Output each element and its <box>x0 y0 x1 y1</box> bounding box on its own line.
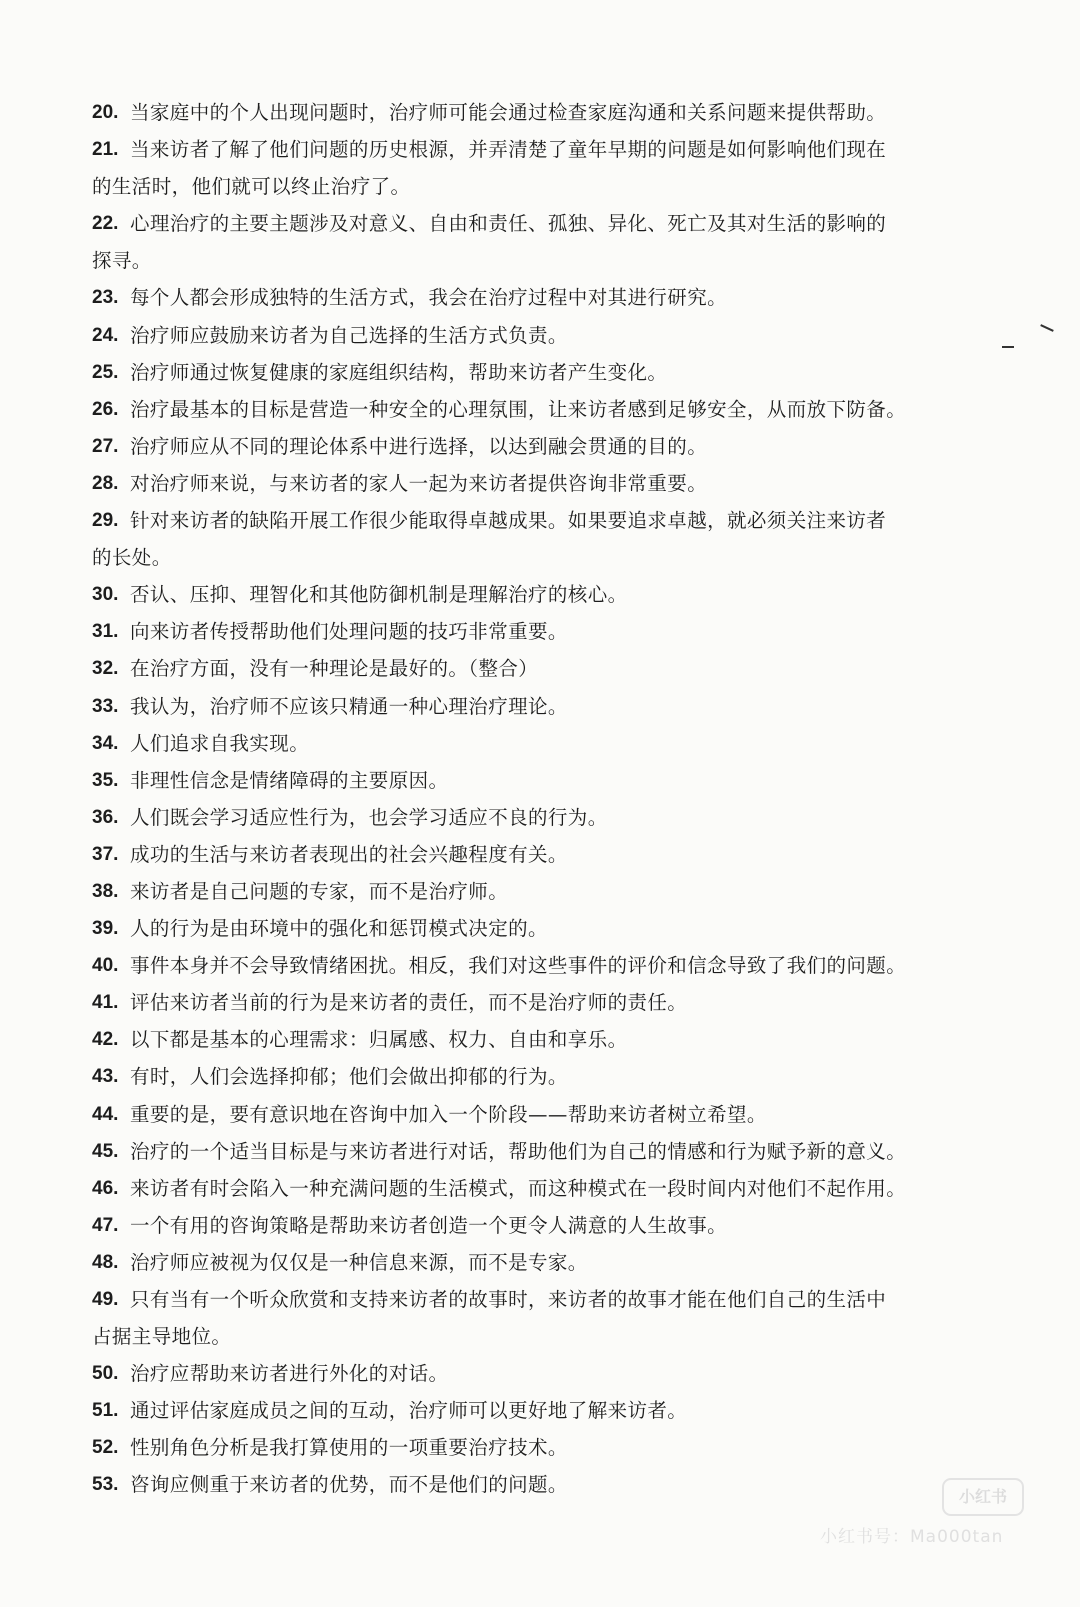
list-item <box>92 762 972 799</box>
item-number: 34. <box>92 732 119 754</box>
item-number: 30. <box>92 584 119 606</box>
item-number: 44. <box>92 1103 119 1125</box>
item-number: 40. <box>92 955 119 977</box>
item-number: 23. <box>92 287 119 309</box>
item-text <box>130 1429 972 1466</box>
item-line: 在治疗方面，没有一种理论是最好的。（整合） <box>130 657 539 681</box>
item-line: 对治疗师来说，与来访者的家人一起为来访者提供咨询非常重要。 <box>130 471 708 495</box>
item-number: 51. <box>92 1400 119 1422</box>
item-line: 只有当有一个听众欣赏和支持来访者的故事时，来访者的故事才能在他们自己的生活中 <box>130 1288 887 1311</box>
item-line: 每个人都会形成独特的生活方式，我会在治疗过程中对其进行研究。 <box>130 286 728 310</box>
list-item <box>92 688 972 725</box>
item-text <box>130 910 972 947</box>
list-item <box>92 1133 972 1170</box>
item-line: 治疗应帮助来访者进行外化的对话。 <box>130 1362 449 1386</box>
item-line: 否认、压抑、理智化和其他防御机制是理解治疗的核心。 <box>130 583 628 607</box>
item-text <box>130 279 972 316</box>
list-item <box>92 1355 972 1392</box>
list-item <box>92 391 972 428</box>
item-number: 25. <box>92 361 119 383</box>
item-text <box>130 836 972 873</box>
item-number: 35. <box>92 769 119 791</box>
list-item <box>92 205 972 279</box>
item-line: 评估来访者当前的行为是来访者的责任，而不是治疗师的责任。 <box>130 991 688 1015</box>
item-text <box>130 1058 972 1095</box>
item-text <box>130 1170 972 1207</box>
item-text <box>130 688 972 725</box>
list-item <box>92 1021 972 1058</box>
item-line: 成功的生活与来访者表现出的社会兴趣程度有关。 <box>130 842 568 866</box>
list-item <box>92 1170 972 1207</box>
item-number: 47. <box>92 1214 119 1236</box>
list-item <box>92 799 972 836</box>
item-text <box>130 873 972 910</box>
list-item <box>92 1096 972 1133</box>
item-text <box>130 1466 972 1503</box>
item-continuation-line: 探寻。 <box>92 249 152 273</box>
item-text <box>130 1207 972 1244</box>
item-line: 治疗师应从不同的理论体系中进行选择，以达到融会贯通的目的。 <box>130 434 708 458</box>
item-continuation-line: 的长处。 <box>92 546 172 570</box>
item-text <box>130 762 972 799</box>
item-text <box>130 1133 972 1170</box>
item-text <box>130 317 972 354</box>
item-number: 36. <box>92 806 119 828</box>
item-number: 22. <box>92 213 119 235</box>
item-text <box>130 613 972 650</box>
item-line: 当家庭中的个人出现问题时，治疗师可能会通过检查家庭沟通和关系问题来提供帮助。 <box>130 101 887 124</box>
item-line: 一个有用的咨询策略是帮助来访者创造一个更令人满意的人生故事。 <box>130 1213 728 1237</box>
list-item <box>92 947 972 984</box>
item-number: 32. <box>92 658 119 680</box>
item-line: 有时，人们会选择抑郁；他们会做出抑郁的行为。 <box>130 1065 568 1089</box>
item-line: 重要的是，要有意识地在咨询中加入一个阶段——帮助来访者树立希望。 <box>130 1102 767 1126</box>
item-text <box>130 984 972 1021</box>
list-item <box>92 1244 972 1281</box>
item-number: 39. <box>92 918 119 940</box>
list-item <box>92 354 972 391</box>
item-text <box>130 1096 972 1133</box>
list-item <box>92 279 972 316</box>
item-line: 当来访者了解了他们问题的历史根源，并弄清楚了童年早期的问题是如何影响他们现在 <box>130 138 887 162</box>
item-number: 45. <box>92 1140 119 1162</box>
item-text <box>130 354 972 391</box>
item-text <box>130 1392 972 1429</box>
list-item <box>92 1392 972 1429</box>
item-text <box>130 1021 972 1058</box>
list-item <box>92 910 972 947</box>
list-item <box>92 131 972 205</box>
item-text <box>130 725 972 762</box>
item-number: 24. <box>92 324 119 346</box>
questionnaire-list <box>92 94 972 1504</box>
item-number: 20. <box>92 102 119 123</box>
margin-mark <box>1040 324 1054 332</box>
item-number: 50. <box>92 1363 119 1385</box>
item-number: 37. <box>92 843 119 865</box>
item-number: 31. <box>92 621 119 643</box>
item-number: 21. <box>92 139 119 161</box>
list-item <box>92 1058 972 1095</box>
item-number: 43. <box>92 1066 119 1088</box>
item-text <box>130 391 972 428</box>
item-line: 事件本身并不会导致情绪困扰。相反，我们对这些事件的评价和信念导致了我们的问题。 <box>130 954 907 978</box>
item-line: 治疗的一个适当目标是与来访者进行对话，帮助他们为自己的情感和行为赋予新的意义。 <box>130 1139 907 1163</box>
item-line: 心理治疗的主要主题涉及对意义、自由和责任、孤独、异化、死亡及其对生活的影响的 <box>130 212 887 236</box>
list-item <box>92 725 972 762</box>
item-number: 26. <box>92 398 119 420</box>
item-text <box>130 1355 972 1392</box>
watermark-id: 小红书号：Ma000tan <box>820 1527 1004 1547</box>
item-number: 28. <box>92 472 119 494</box>
item-text <box>130 94 972 131</box>
item-number: 33. <box>92 695 119 717</box>
item-line: 非理性信念是情绪障碍的主要原因。 <box>130 768 449 792</box>
list-item <box>92 317 972 354</box>
item-number: 46. <box>92 1177 119 1199</box>
item-line: 以下都是基本的心理需求：归属感、权力、自由和享乐。 <box>130 1028 628 1052</box>
item-line: 人们既会学习适应性行为，也会学习适应不良的行为。 <box>130 805 608 829</box>
item-number: 27. <box>92 435 119 457</box>
item-text <box>130 465 972 502</box>
list-item <box>92 650 972 687</box>
item-number: 53. <box>92 1474 119 1496</box>
item-text <box>130 1244 972 1281</box>
item-line: 人们追求自我实现。 <box>130 731 310 755</box>
item-line: 来访者有时会陷入一种充满问题的生活模式，而这种模式在一段时间内对他们不起作用。 <box>130 1176 907 1200</box>
item-number: 49. <box>92 1289 119 1310</box>
list-item <box>92 1429 972 1466</box>
item-text <box>130 428 972 465</box>
item-line: 针对来访者的缺陷开展工作很少能取得卓越成果。如果要追求卓越，就必须关注来访者 <box>130 509 887 533</box>
item-line: 我认为，治疗师不应该只精通一种心理治疗理论。 <box>130 694 568 718</box>
item-number: 42. <box>92 1029 119 1051</box>
list-item <box>92 984 972 1021</box>
item-continuation-line: 占据主导地位。 <box>92 1325 232 1349</box>
watermark-logo: 小红书 <box>942 1478 1024 1516</box>
item-line: 性别角色分析是我打算使用的一项重要治疗技术。 <box>130 1436 568 1460</box>
item-continuation-line: 的生活时，他们就可以终止治疗了。 <box>92 175 411 199</box>
list-item <box>92 428 972 465</box>
item-line: 治疗师通过恢复健康的家庭组织结构，帮助来访者产生变化。 <box>130 360 668 384</box>
item-number: 41. <box>92 992 119 1014</box>
item-line: 治疗师应鼓励来访者为自己选择的生活方式负责。 <box>130 323 568 347</box>
item-number: 38. <box>92 880 119 902</box>
item-text <box>130 650 972 687</box>
item-text <box>130 799 972 836</box>
item-line: 人的行为是由环境中的强化和惩罚模式决定的。 <box>130 917 548 941</box>
list-item <box>92 1281 972 1355</box>
list-item <box>92 465 972 502</box>
item-text <box>130 947 972 984</box>
list-item <box>92 1466 972 1503</box>
item-number: 52. <box>92 1437 119 1459</box>
margin-mark <box>1002 346 1014 348</box>
item-line: 咨询应侧重于来访者的优势，而不是他们的问题。 <box>130 1473 568 1497</box>
list-item <box>92 873 972 910</box>
item-line: 治疗最基本的目标是营造一种安全的心理氛围，让来访者感到足够安全，从而放下防备。 <box>130 397 907 421</box>
item-line: 治疗师应被视为仅仅是一种信息来源，而不是专家。 <box>130 1250 588 1274</box>
list-item <box>92 94 972 131</box>
list-item <box>92 1207 972 1244</box>
item-number: 48. <box>92 1251 119 1273</box>
item-text <box>130 576 972 613</box>
list-item <box>92 613 972 650</box>
list-item <box>92 576 972 613</box>
list-item <box>92 502 972 576</box>
item-number: 29. <box>92 510 119 532</box>
item-line: 通过评估家庭成员之间的互动，治疗师可以更好地了解来访者。 <box>130 1399 688 1423</box>
item-line: 来访者是自己问题的专家，而不是治疗师。 <box>130 879 509 903</box>
item-line: 向来访者传授帮助他们处理问题的技巧非常重要。 <box>130 620 568 644</box>
list-item <box>92 836 972 873</box>
